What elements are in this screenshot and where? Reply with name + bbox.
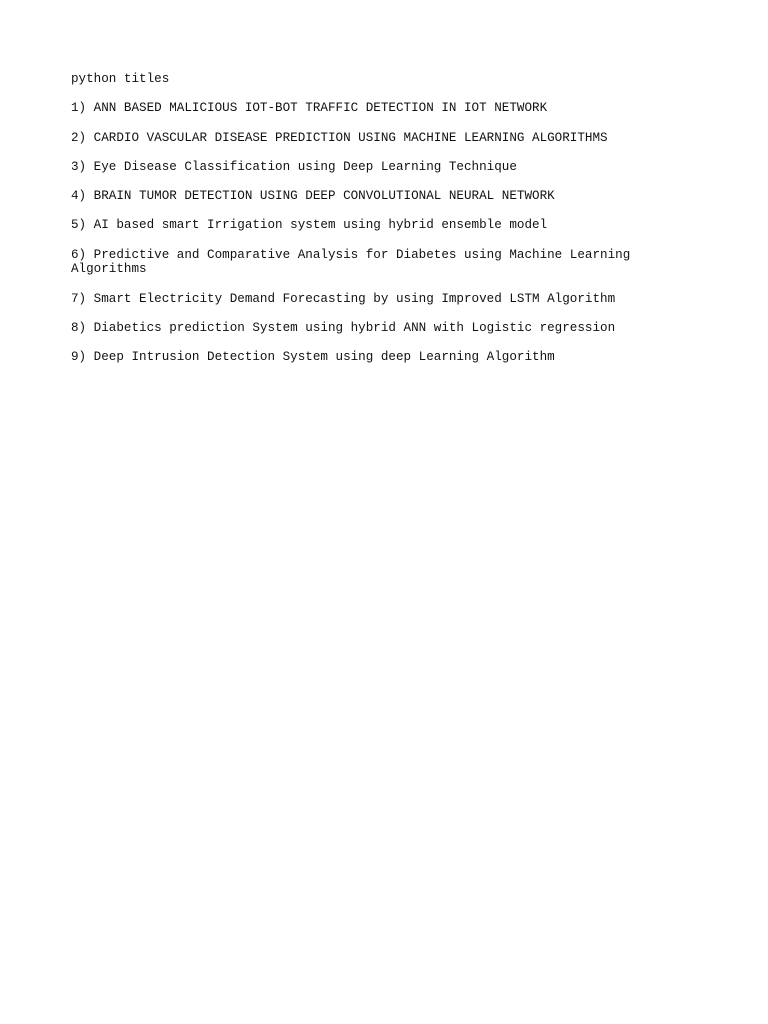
project-title-6: 6) Predictive and Comparative Analysis for Diabetes using Machine Learning Algorithms: [71, 247, 631, 277]
project-title-4: 4) BRAIN TUMOR DETECTION USING DEEP CONVOLUTIONAL NEURAL NETWORK: [71, 189, 555, 204]
project-title-list: [71, 101, 671, 364]
document-heading: python titles: [71, 72, 170, 86]
project-title-8: 8) Diabetics prediction System using hybrid ANN with Logistic regression: [71, 320, 616, 335]
project-title-5: 5) AI based smart Irrigation system using hybrid ensemble model: [71, 218, 548, 233]
project-title-9: 9) Deep Intrusion Detection System using deep Learning Algorithm: [71, 350, 555, 365]
project-title-7: 7) Smart Electricity Demand Forecasting by using Improved LSTM Algorithm: [71, 291, 616, 306]
project-title-3: 3) Eye Disease Classification using Deep Learning Technique: [71, 159, 517, 174]
project-title-2: 2) CARDIO VASCULAR DISEASE PREDICTION USING MACHINE LEARNING ALGORITHMS: [71, 130, 608, 145]
document-page: [71, 72, 671, 379]
project-title-1: 1) ANN BASED MALICIOUS IOT-BOT TRAFFIC DETECTION IN IOT NETWORK: [71, 101, 548, 116]
